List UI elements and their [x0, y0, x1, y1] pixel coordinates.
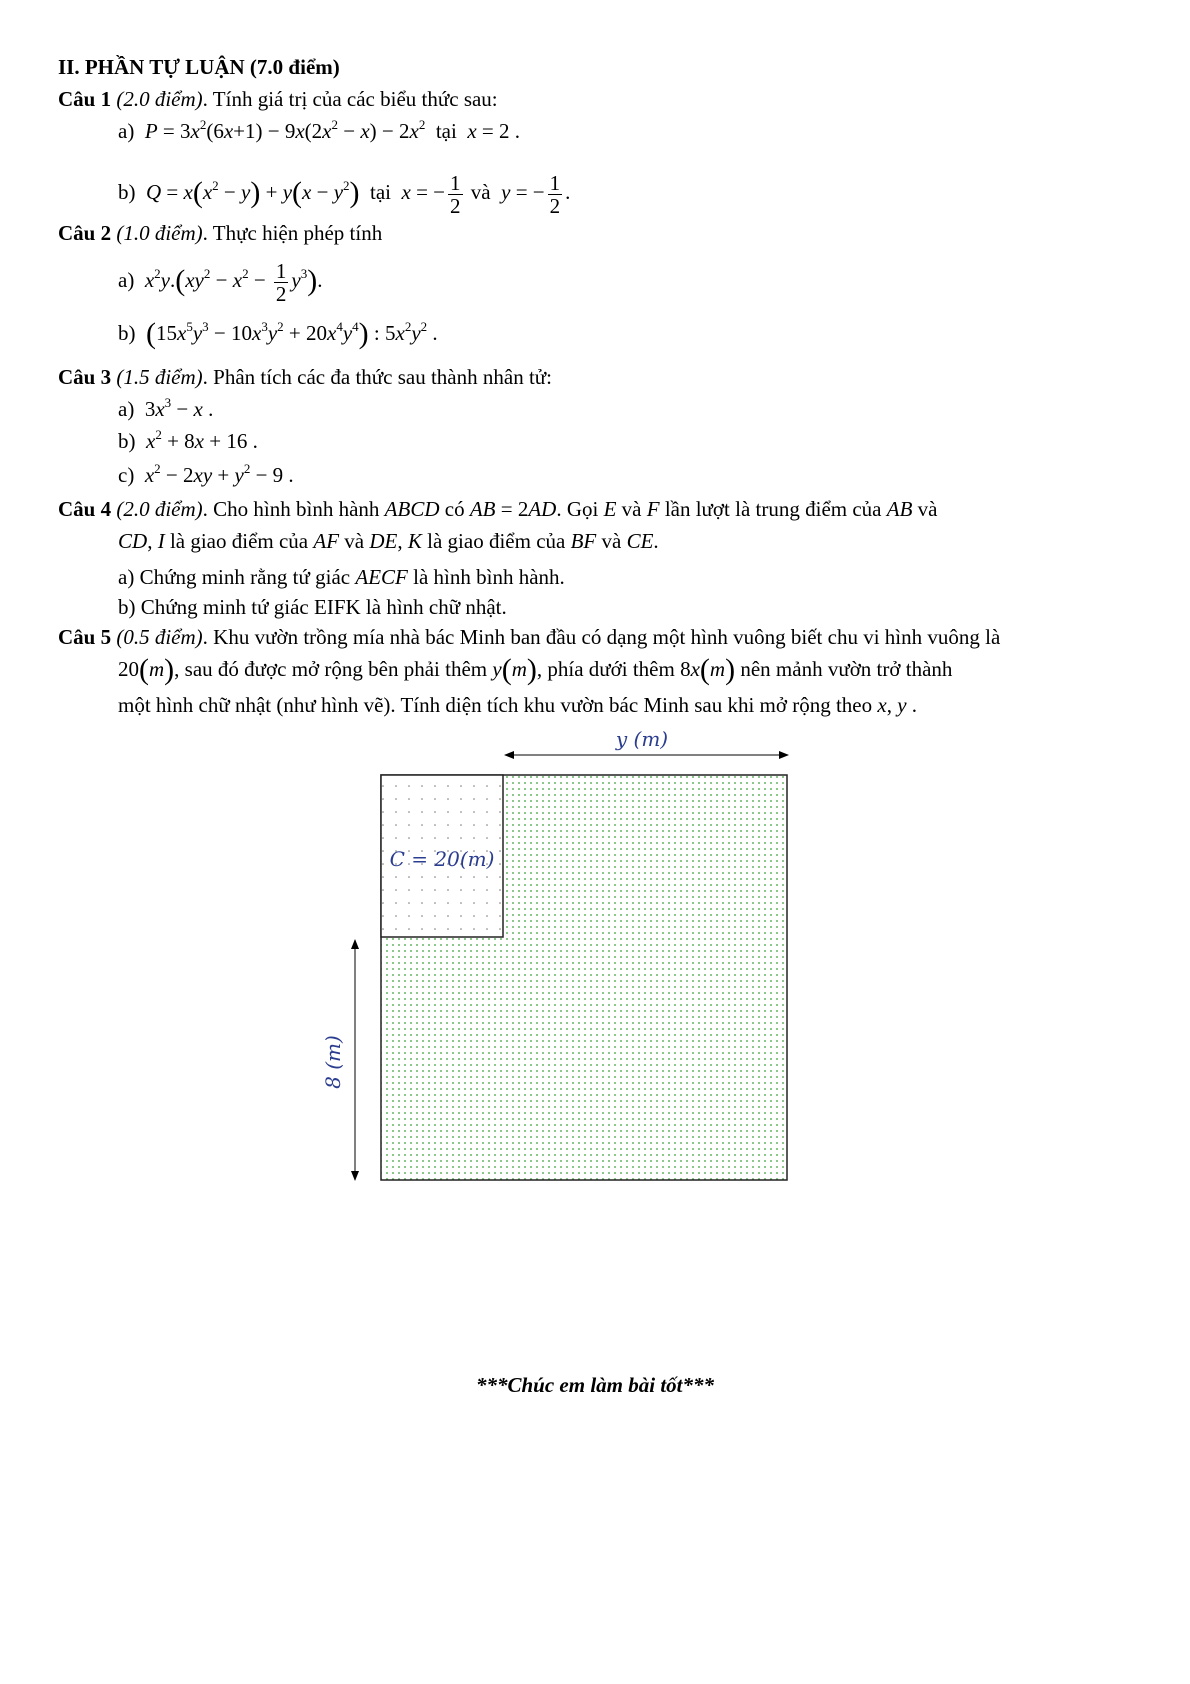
- q2-part-b: b) $(15x^5y^3 - 10x^3y^2 + 20x^4y^4)$ : $5x^2y^2$ .: [118, 317, 438, 350]
- q5-text: nên mảnh vườn trở thành: [735, 657, 953, 681]
- q4-points: (2.0 điểm): [116, 497, 203, 521]
- q3-part-c: c) $x^2 - 2xy + y^2 - 9$ .: [118, 461, 294, 487]
- q4-text: và: [596, 529, 627, 553]
- q3-b-prefix: b): [118, 429, 136, 453]
- q1-points: (2.0 điểm): [116, 87, 203, 111]
- q1-b-va: và: [470, 180, 491, 204]
- q3-text: . Phân tích các đa thức sau thành nhân tử:: [202, 365, 553, 389]
- q1-part-a: a) $P = 3x^2(6x+1) - 9x(2x^2 - x) - 2x^2$ tại x = 2 .: [118, 117, 521, 143]
- q5-points: (0.5 điểm): [116, 625, 203, 649]
- q3-c-prefix: c): [118, 463, 135, 487]
- footer-message: ***Chúc em làm bài tốt***: [475, 1373, 714, 1397]
- q5-text: , sau đó được mở rộng bên phải thêm: [174, 657, 493, 681]
- q3-label: Câu 3: [58, 365, 112, 389]
- q4-label: Câu 4: [58, 497, 112, 521]
- q4-text: có: [439, 497, 470, 521]
- q2-b-prefix: b): [118, 321, 136, 345]
- q4-text: lần lượt là trung điểm của: [659, 497, 887, 521]
- question-5-line-3: một hình chữ nhật (như hình vẽ). Tính diện tích khu vườn bác Minh sau khi mở rộng theo x, y .: [118, 693, 918, 717]
- q1-a-tai: tại: [435, 119, 457, 143]
- q2-label: Câu 2: [58, 221, 112, 245]
- q1-part-b: b) $Q = x(x^2 - y) + y(x - y^2)$ tại x = − $\frac{1}{2}$ và y = − $\frac{1}{2}$ .: [118, 170, 571, 218]
- side-dimension-label: 8 (m): [321, 1035, 345, 1089]
- question-4-line-2: CD, I là giao điểm của AF và DE, K là giao điểm của BF và CE.: [118, 529, 659, 553]
- q3-points: (1.5 điểm): [116, 365, 203, 389]
- q1-b-prefix: b): [118, 180, 136, 204]
- q2-part-a: a) $x^2y.(xy^2 - x^2$ − $\frac{1}{2}$ $y^3$).: [118, 258, 323, 306]
- q4-part-b: b) Chứng minh tứ giác EIFK là hình chữ nhật.: [118, 595, 507, 619]
- q3-a-prefix: a): [118, 397, 135, 421]
- q4-text: và: [912, 497, 938, 521]
- q2-points: (1.0 điểm): [116, 221, 203, 245]
- q5-label: Câu 5: [58, 625, 112, 649]
- q1-label: Câu 1: [58, 87, 112, 111]
- q3-part-a: a) $3x^3 - x$ .: [118, 395, 214, 421]
- q4-text: và: [339, 529, 370, 553]
- q5-text: một hình chữ nhật (như hình vẽ). Tính diện tích khu vườn bác Minh sau khi mở rộng theo: [118, 693, 878, 717]
- q3-part-b: b) $x^2 + 8x + 16$ .: [118, 427, 258, 453]
- q5-text: , phía dưới thêm: [536, 657, 681, 681]
- q4-text: là giao điểm của: [421, 529, 571, 553]
- q1-a-expression: P: [144, 119, 158, 143]
- section-title: II. PHẦN TỰ LUẬN (7.0 điểm): [58, 55, 340, 79]
- q2-text: . Thực hiện phép tính: [202, 221, 383, 245]
- q1-text: . Tính giá trị của các biểu thức sau:: [202, 87, 498, 111]
- perimeter-label: C = 20(m): [389, 847, 495, 871]
- q2-a-prefix: a): [118, 268, 135, 292]
- q4-text: và: [616, 497, 647, 521]
- q4-text: là giao điểm của: [164, 529, 314, 553]
- q4-a-text: a) Chứng minh rằng tứ giác: [118, 565, 356, 589]
- question-5-line-2: 20(m), sau đó được mở rộng bên phải thêm y(m), phía dưới thêm 8x(m) nên mảnh vườn trở thành: [118, 653, 953, 686]
- q4-text: . Gọi: [556, 497, 604, 521]
- q4-text: . Cho hình bình hành: [202, 497, 385, 521]
- y-dimension-label: y (m): [615, 727, 669, 751]
- q4-a-text: là hình bình hành.: [407, 565, 565, 589]
- q1-a-prefix: a): [118, 119, 135, 143]
- question-4-line-1: Câu 4 (2.0 điểm). Cho hình bình hành ABCD có AB = 2AD. Gọi E và F lần lượt là trung điểm của AB và: [58, 497, 938, 521]
- q4-part-a: a) Chứng minh rằng tứ giác AECF là hình bình hành.: [118, 565, 565, 589]
- q5-text: . Khu vườn trồng mía nhà bác Minh ban đầu có dạng một hình vuông biết chu vi hình vuông là: [202, 625, 1001, 649]
- q1-b-tai: tại: [370, 180, 392, 204]
